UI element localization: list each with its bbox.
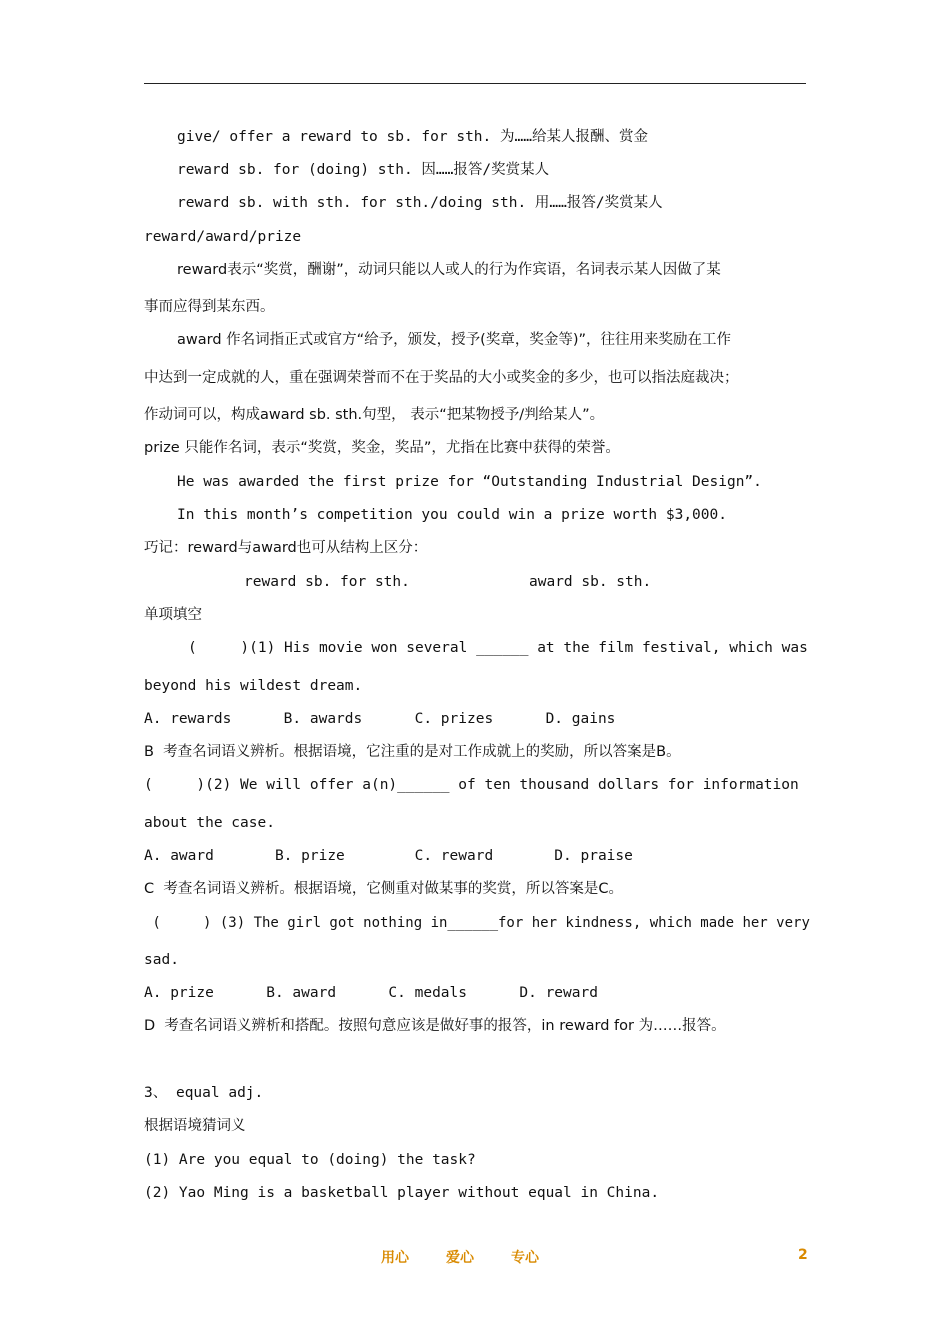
- text-line: give/ offer a reward to sb. for sth. 为……给某人报酬、赏金: [177, 129, 648, 145]
- text-line: (2) Yao Ming is a basketball player without equal in China.: [144, 1185, 660, 1201]
- options-3: A. prize B. award C. medals D. reward: [144, 985, 598, 1001]
- text-line: reward sb. with sth. for sth./doing sth. 用……报答/奖赏某人: [177, 195, 663, 211]
- text-line: reward/award/prize: [144, 229, 302, 245]
- text-line: 巧记：reward与award也可从结构上区分：: [144, 540, 428, 556]
- text-line: He was awarded the first prize for “Outstanding Industrial Design”.: [177, 474, 762, 490]
- footer-text: 专心: [511, 1250, 539, 1266]
- text-line: prize 只能作名词，表示“奖赏，奖金，奖品”，尤指在比赛中获得的荣誉。: [144, 440, 620, 456]
- footer-text: 用心: [381, 1250, 409, 1266]
- text-line: beyond his wildest dream.: [144, 678, 363, 694]
- answer-1: B 考查名词语义辨析。根据语境，它注重的是对工作成就上的奖励，所以答案是B。: [144, 744, 681, 760]
- text-line: (1) Are you equal to (doing) the task?: [144, 1152, 476, 1168]
- text-line: award 作名词指正式或官方“给予，颁发，授予(奖章，奖金等)”，往往用来奖励在工作: [177, 332, 731, 348]
- answer-3: D 考查名词语义辨析和搭配。按照句意应该是做好事的报答，in reward for 为……报答。: [144, 1018, 726, 1034]
- text-line: reward sb. for (doing) sth. 因……报答/奖赏某人: [177, 162, 550, 178]
- options-2: A. award B. prize C. reward D. praise: [144, 848, 633, 864]
- section-heading: 3、 equal adj.: [144, 1085, 264, 1101]
- question-3: ( ) (3) The girl got nothing in______for her kindness, which made her very: [144, 915, 810, 931]
- text-line: 作动词可以，构成award sb. sth.句型， 表示“把某物授予/判给某人”。: [144, 407, 605, 423]
- text-line: about the case.: [144, 815, 275, 831]
- text-line: In this month’s competition you could win a prize worth $3,000.: [177, 507, 727, 523]
- header-rule: [144, 83, 806, 84]
- text-line: sad.: [144, 952, 179, 968]
- question-2: ( )(2) We will offer a(n)______ of ten thousand dollars for information: [144, 777, 799, 793]
- text-line: 根据语境猜词义: [144, 1118, 246, 1134]
- answer-2: C 考查名词语义辨析。根据语境，它侧重对做某事的奖赏，所以答案是C。: [144, 881, 623, 897]
- text-line: reward sb. for sth.: [244, 574, 410, 590]
- footer-text: 爱心: [446, 1250, 474, 1266]
- page-number: 2: [798, 1247, 808, 1263]
- section-heading: 单项填空: [144, 607, 202, 623]
- options-1: A. rewards B. awards C. prizes D. gains: [144, 711, 616, 727]
- text-line: reward表示“奖赏，酬谢”，动词只能以人或人的行为作宾语，名词表示某人因做了某: [177, 262, 721, 278]
- text-line: 事而应得到某东西。: [144, 299, 275, 315]
- text-line: 中达到一定成就的人，重在强调荣誉而不在于奖品的大小或奖金的多少，也可以指法庭裁决；: [144, 370, 739, 386]
- text-line: award sb. sth.: [529, 574, 652, 590]
- question-1: ( )(1) His movie won several ______ at the film festival, which was: [188, 640, 808, 656]
